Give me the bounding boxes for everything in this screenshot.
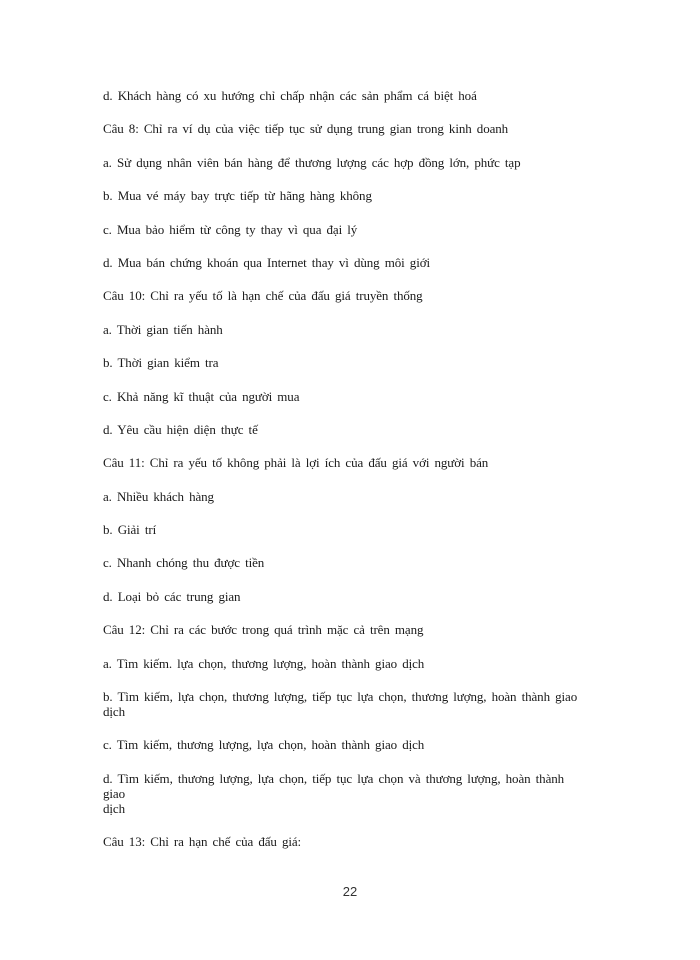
option-11d <box>103 589 583 604</box>
page-number: 22 <box>342 884 358 899</box>
option-text: c. Nhanh chóng thu được tiền <box>103 555 265 571</box>
question-8 <box>103 121 583 136</box>
question-text: Câu 10: Chỉ ra yếu tố là hạn chế của đấu giá truyền thống <box>103 288 423 304</box>
option-7d <box>103 88 583 103</box>
option-12a <box>103 656 583 671</box>
option-12d <box>103 771 583 816</box>
option-text: b. Tìm kiếm, lựa chọn, thương lượng, tiếp tục lựa chọn, thương lượng, hoàn thành giao <box>103 689 578 705</box>
option-text-continued: dịch <box>103 800 125 816</box>
option-text: c. Tìm kiếm, thương lượng, lựa chọn, hoàn thành giao dịch <box>103 737 425 753</box>
option-11a <box>103 489 583 504</box>
option-10a <box>103 322 583 337</box>
question-13 <box>103 834 583 849</box>
option-10c <box>103 389 583 404</box>
option-text: a. Nhiều khách hàng <box>103 488 214 504</box>
option-8a <box>103 155 583 170</box>
option-text: a. Sử dụng nhân viên bán hàng để thương lượng các hợp đồng lớn, phức tạp <box>103 154 521 170</box>
option-8b <box>103 188 583 203</box>
option-8d <box>103 255 583 270</box>
option-8c <box>103 222 583 237</box>
option-text: c. Mua bảo hiểm từ công ty thay vì qua đại lý <box>103 221 358 237</box>
question-text: Câu 8: Chỉ ra ví dụ của việc tiếp tục sử dụng trung gian trong kinh doanh <box>103 121 509 137</box>
option-text: d. Tìm kiếm, thương lượng, lựa chọn, tiếp tục lựa chọn và thương lượng, hoàn thành giao <box>103 770 565 801</box>
option-text: d. Yêu cầu hiện diện thực tế <box>103 421 258 437</box>
question-text: Câu 11: Chỉ ra yếu tố không phải là lợi ích của đấu giá với người bán <box>103 455 489 471</box>
option-text-continued: dịch <box>103 704 125 720</box>
option-11b <box>103 522 583 537</box>
question-12 <box>103 622 583 637</box>
option-12c <box>103 737 583 752</box>
option-text: b. Giải trí <box>103 522 157 538</box>
option-12b <box>103 689 583 719</box>
option-text: b. Thời gian kiểm tra <box>103 355 219 371</box>
option-text: d. Loại bỏ các trung gian <box>103 588 241 604</box>
question-10 <box>103 288 583 303</box>
option-text: c. Khả năng kĩ thuật của người mua <box>103 388 300 404</box>
option-text: b. Mua vé máy bay trực tiếp từ hãng hàng không <box>103 188 372 204</box>
question-text: Câu 13: Chỉ ra hạn chế của đấu giá: <box>103 834 302 850</box>
option-text: d. Khách hàng có xu hướng chỉ chấp nhận các sản phẩm cá biệt hoá <box>103 88 477 103</box>
option-text: a. Tìm kiếm. lựa chọn, thương lượng, hoàn thành giao dịch <box>103 655 425 671</box>
option-11c <box>103 555 583 570</box>
option-text: a. Thời gian tiến hành <box>103 321 223 337</box>
question-text: Câu 12: Chỉ ra các bước trong quá trình mặc cả trên mạng <box>103 622 424 638</box>
option-10b <box>103 355 583 370</box>
document-body <box>103 88 583 868</box>
option-10d <box>103 422 583 437</box>
question-11 <box>103 455 583 470</box>
option-text: d. Mua bán chứng khoán qua Internet thay vì dùng môi giới <box>103 254 430 270</box>
